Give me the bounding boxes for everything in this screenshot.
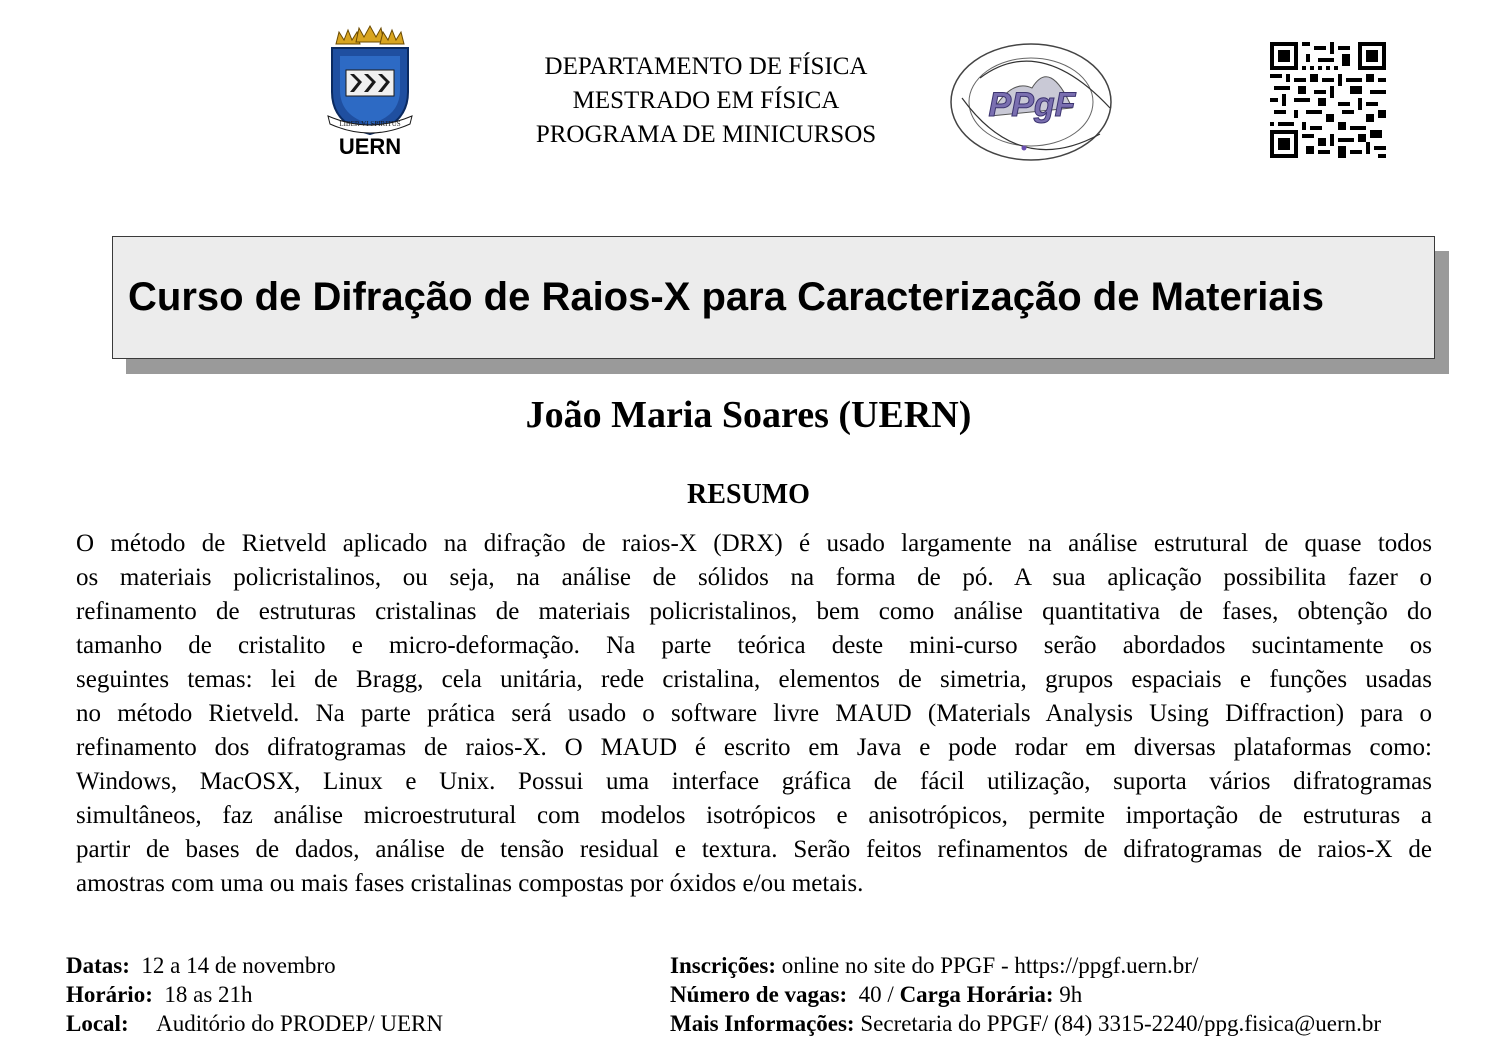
minicourses-line: PROGRAMA DE MINICURSOS <box>535 121 877 148</box>
department-header <box>480 50 932 152</box>
seats-row <box>670 980 1470 1009</box>
abstract-line: os materiais policristalinos, ou seja, na análise de sólidos na forma de pó. A sua aplicação possibilita fazer o <box>76 564 1432 591</box>
dates-label: Datas: <box>66 953 130 978</box>
qr-code[interactable] <box>1270 42 1386 158</box>
location-label: Local: <box>66 1011 129 1036</box>
event-details-right <box>670 951 1470 1038</box>
abstract-line: partir de bases de dados, análise de tensão residual e textura. Serão feitos refinamentos de difratogramas de raios-X de <box>76 836 1432 863</box>
ppgf-label: PPgF <box>988 86 1076 124</box>
ppgf-logo <box>940 38 1122 166</box>
uern-crest-icon <box>320 22 420 162</box>
dates-value: 12 a 14 de novembro <box>141 953 336 978</box>
more-info-label: Mais Informações: <box>670 1011 855 1036</box>
ppgf-seal-icon <box>940 38 1122 166</box>
dates-row <box>66 951 626 980</box>
registration-value[interactable]: online no site do PPGF - https://ppgf.uern.br/ <box>781 953 1199 978</box>
abstract-heading: RESUMO <box>687 479 810 510</box>
uern-label: UERN <box>338 134 402 159</box>
abstract-line: O método de Rietveld aplicado na difração de raios-X (DRX) é usado largamente na análise estrutural de quase todos <box>76 530 1432 557</box>
course-title: Curso de Difração de Raios-X para Caracterização de Materiais <box>128 275 1325 319</box>
workload-label: Carga Horária: <box>899 982 1054 1007</box>
registration-row <box>670 951 1470 980</box>
abstract-line: amostras com uma ou mais fases cristalinas compostas por óxidos e/ou metais. <box>76 870 864 897</box>
instructor-name: João Maria Soares (UERN) <box>525 394 972 436</box>
time-label: Horário: <box>66 982 153 1007</box>
abstract-line: refinamento dos difratogramas de raios-X. O MAUD é escrito em Java e pode rodar em diversas plataformas como: <box>76 734 1432 761</box>
abstract-line: no método Rietveld. Na parte prática será usado o software livre MAUD (Materials Analysis Using Diffraction) para o <box>76 700 1432 727</box>
time-value: 18 as 21h <box>164 982 253 1007</box>
event-details-left <box>66 951 626 1038</box>
abstract-line: simultâneos, faz análise microestrutural com modelos isotrópicos e anisotrópicos, permite importação de estruturas a <box>76 802 1432 829</box>
workload-value: 9h <box>1059 982 1083 1007</box>
abstract-line: seguintes temas: lei de Bragg, cela unitária, rede cristalina, elementos de simetria, grupos espaciais e funções usadas <box>76 666 1432 693</box>
location-value: Auditório do PRODEP/ UERN <box>156 1011 443 1036</box>
registration-label: Inscrições: <box>670 953 777 978</box>
seats-value: 40 / <box>858 982 894 1007</box>
abstract-line: Windows, MacOSX, Linux e Unix. Possui uma interface gráfica de fácil utilização, suporta vários difratogramas <box>76 768 1432 795</box>
time-row <box>66 980 626 1009</box>
more-info-row <box>670 1009 1470 1038</box>
seats-label: Número de vagas: <box>670 982 848 1007</box>
abstract-line: tamanho de cristalito e micro-deformação. Na parte teórica deste mini-curso serão abordados sucintamente os <box>76 632 1432 659</box>
more-info-value[interactable]: Secretaria do PPGF/ (84) 3315-2240/ppg.fisica@uern.br <box>860 1011 1382 1036</box>
department-line: DEPARTAMENTO DE FÍSICA <box>544 53 868 80</box>
motto-text: LIBER VI SPIRITUS <box>339 120 401 128</box>
uern-logo <box>320 22 420 162</box>
abstract-line: refinamento de estruturas cristalinas de materiais policristalinos, bem como análise quantitativa de fases, obtenção do <box>76 598 1432 625</box>
program-line: MESTRADO EM FÍSICA <box>572 87 840 114</box>
location-row <box>66 1009 626 1038</box>
qr-code-icon <box>1270 42 1386 158</box>
abstract-body <box>76 527 1432 901</box>
